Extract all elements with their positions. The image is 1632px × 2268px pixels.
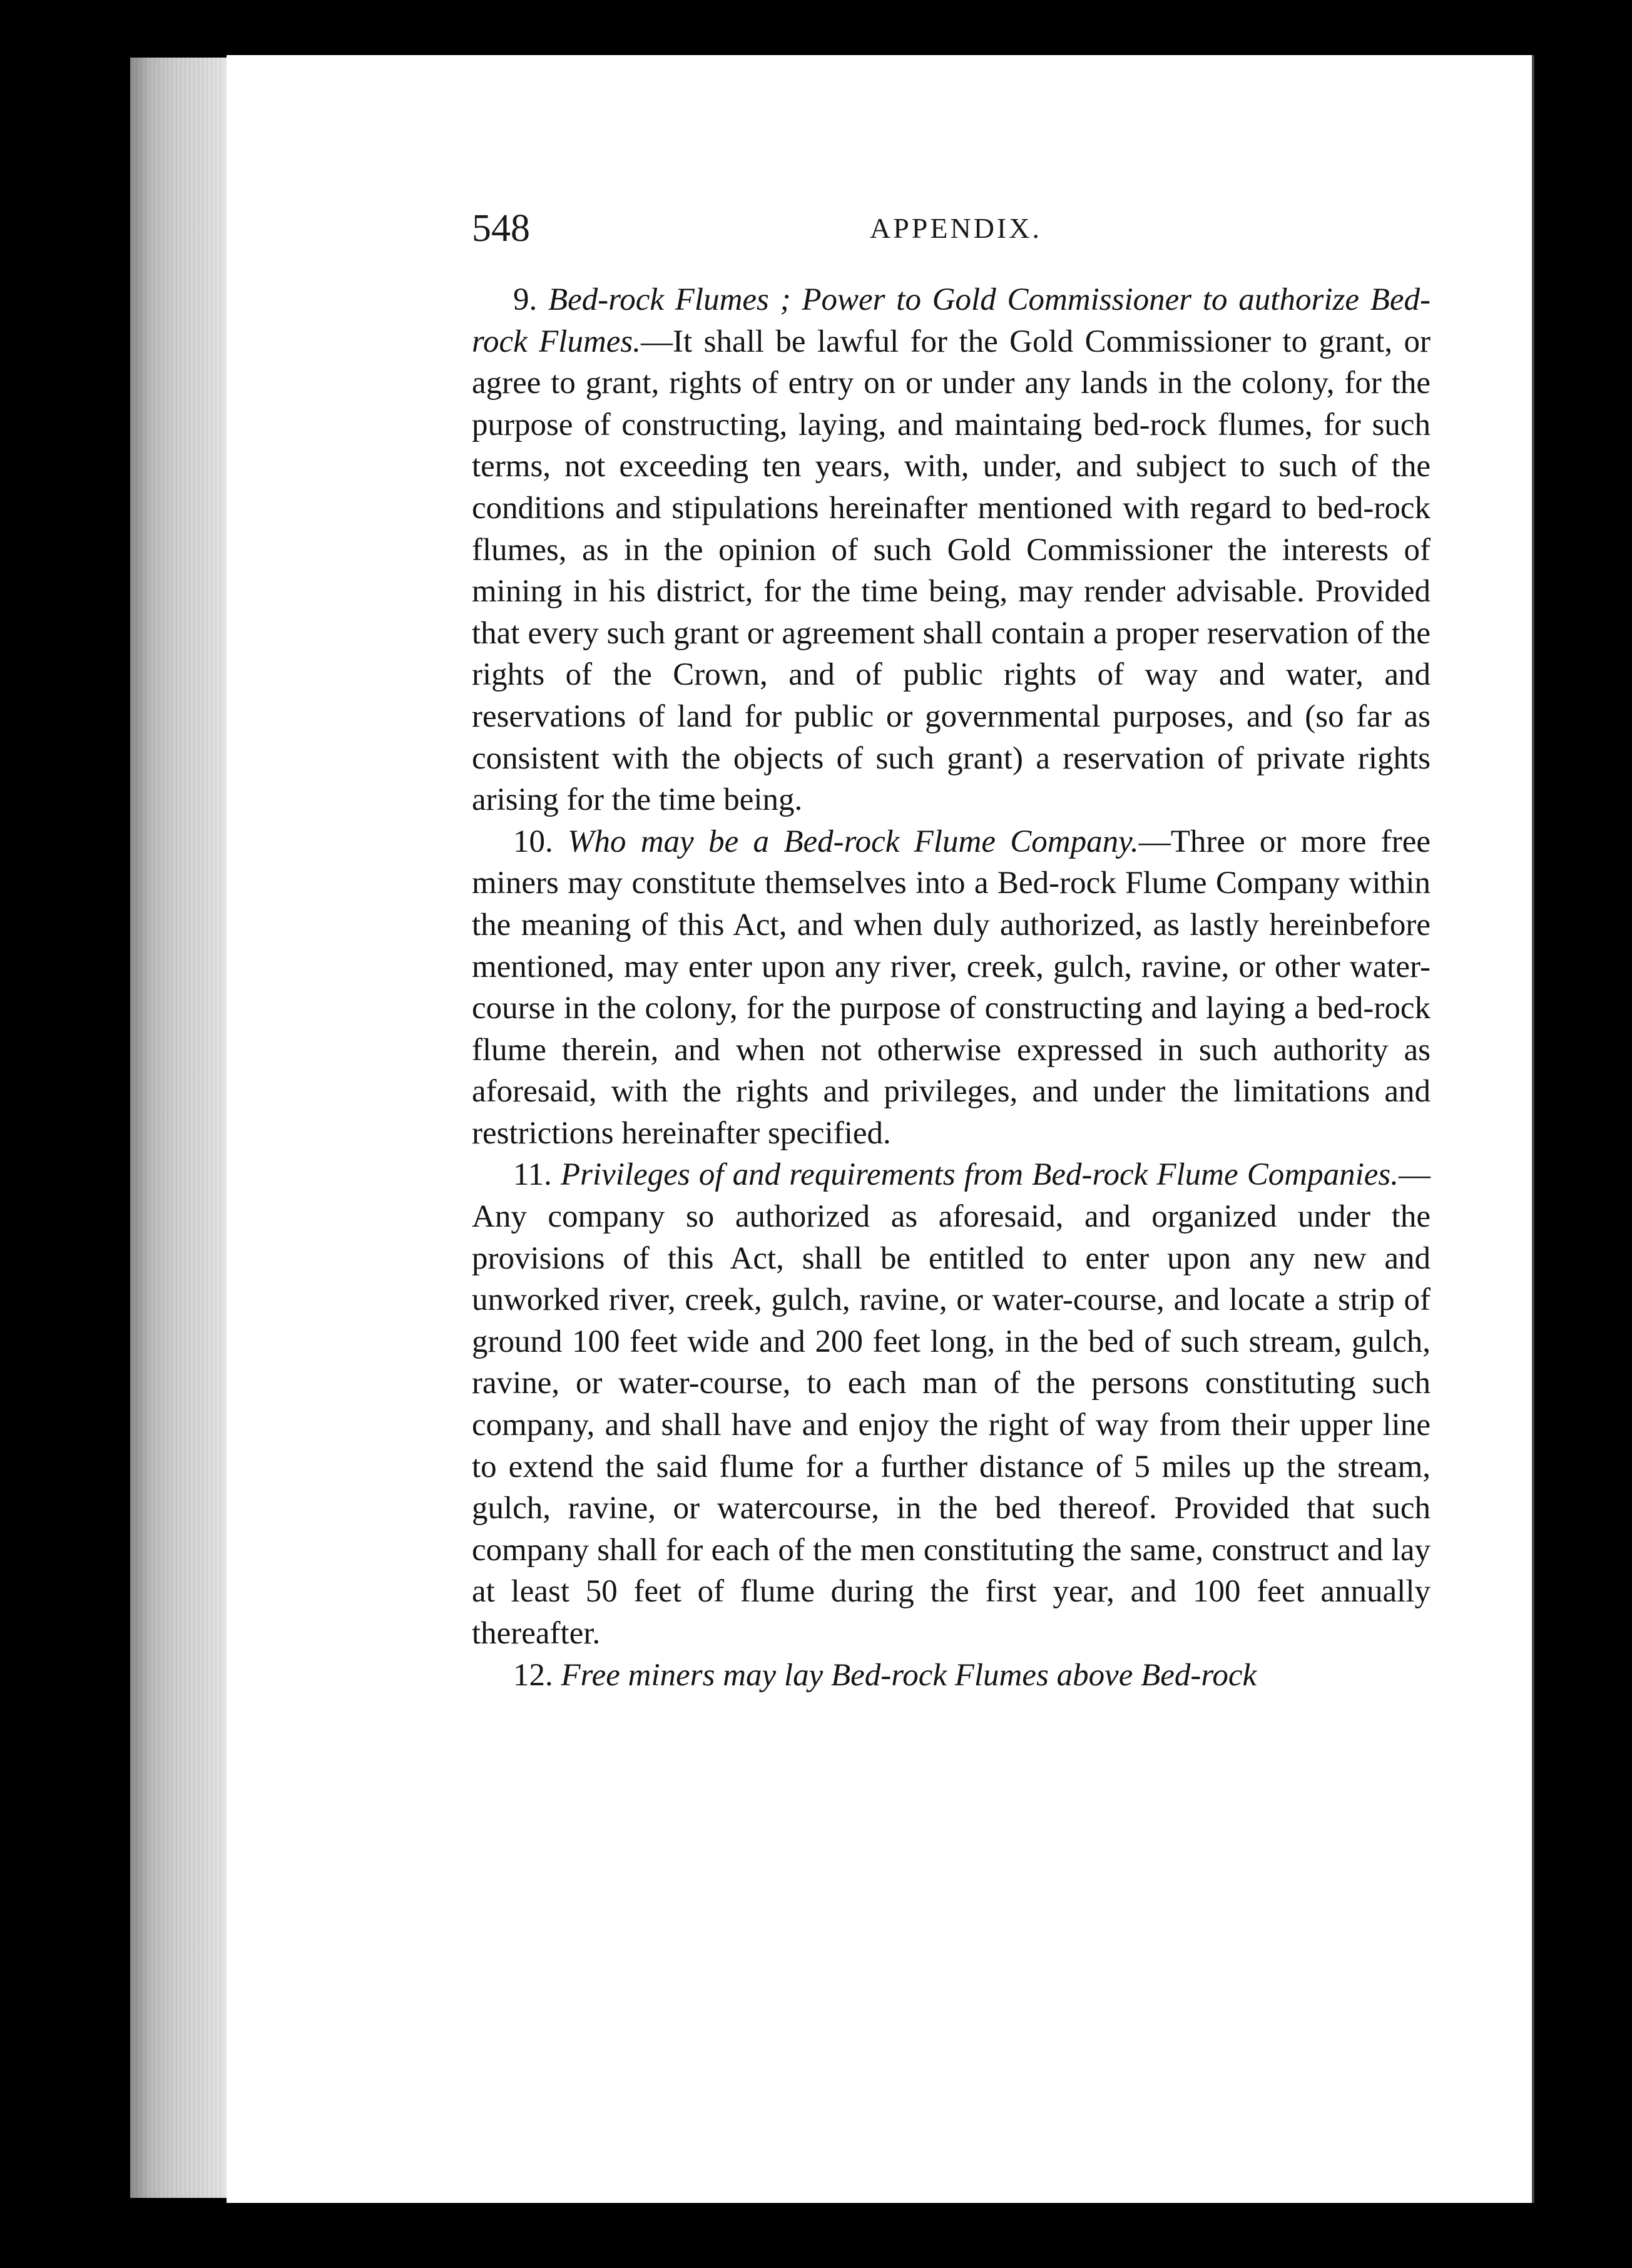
section-10 (472, 821, 1431, 1155)
section-number: 11. (513, 1157, 552, 1193)
page-header (472, 207, 1436, 257)
page-number: 548 (472, 207, 530, 250)
book-page-edge (130, 58, 230, 2198)
section-title: Bed-rock Flumes ; Power to Gold Commissioner to authorize Bed-rock Flumes. (472, 282, 1431, 359)
section-9 (472, 279, 1431, 821)
section-number: 10. (513, 824, 553, 859)
body-text (472, 279, 1431, 1696)
section-text: —Three or more free miners may constitute themselves into a Bed-rock Flume Company within the meaning of this Act, and when duly authorized, as lastly hereinbefore mentioned, may enter upon any river, creek, gulch, ravine, or other water-course in the colony, for the purpose of constructing and laying a bed-rock flume therein, and when not otherwise expressed in such authority as aforesaid, with the rights and privileges, and under the limitations and restrictions hereinafter specified. (472, 824, 1431, 1151)
section-number: 9. (513, 282, 538, 317)
section-text: —It shall be lawful for the Gold Commissioner to grant, or agree to grant, rights of entry on or under any lands in the colony, for the purpose of constructing, laying, and maintaing bed-rock flumes, for such terms, not exceeding ten years, with, under, and subject to such of the conditions and stipulations hereinafter mentioned with regard to bed-rock flumes, as in the opinion of such Gold Commissioner the interests of mining in his district, for the time being, may render advisable. Provided that every such grant or agreement shall contain a proper reservation of the rights of the Crown, and of public rights of way and water, and reservations of land for public or governmental purposes, and (so far as consistent with the objects of such grant) a reservation of private rights arising for the time being. (472, 324, 1431, 818)
section-text: —Any company so authorized as aforesaid, and organized under the provisions of this Act, shall be entitled to enter upon any new and unworked river, creek, gulch, ravine, or water-course, and locate a strip of ground 100 feet wide and 200 feet long, in the bed of such stream, gulch, ravine, or water-course, to each man of the persons constituting such company, and shall have and enjoy the right of way from their upper line to extend the said flume for a further distance of 5 miles up the stream, gulch, ravine, or watercourse, in the bed thereof. Provided that such company shall for each of the men constituting the same, construct and lay at least 50 feet of flume during the first year, and 100 feet annually thereafter. (472, 1157, 1431, 1651)
section-11 (472, 1154, 1431, 1654)
section-title: Who may be a Bed-rock Flume Company. (568, 824, 1139, 859)
running-head: APPENDIX. (870, 212, 1042, 244)
section-title: Free miners may lay Bed-rock Flumes above Bed-rock (561, 1657, 1257, 1693)
page-gutter-line (1532, 55, 1534, 2203)
section-12 (472, 1655, 1431, 1697)
section-number: 12. (513, 1657, 553, 1693)
section-title: Privileges of and requirements from Bed-rock Flume Companies. (560, 1157, 1399, 1193)
